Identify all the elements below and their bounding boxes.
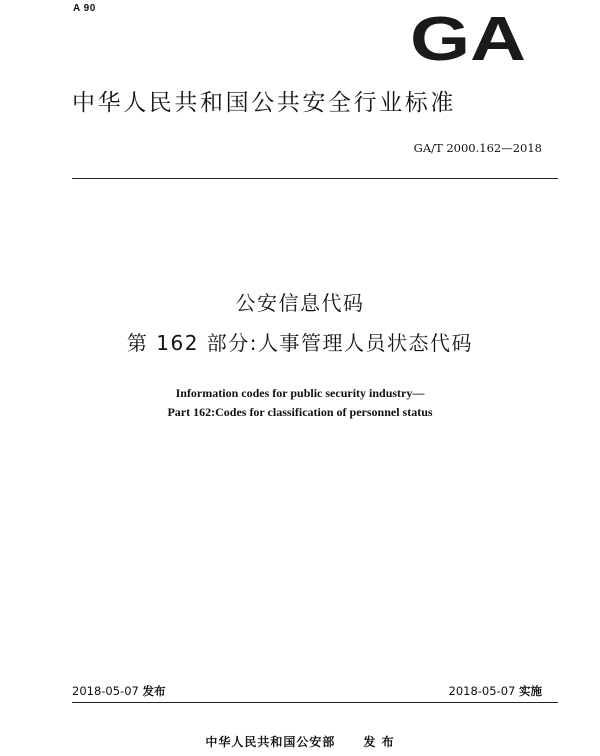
issue-date xyxy=(72,683,166,699)
publisher-line xyxy=(0,733,600,750)
impl-date-value: 2018-05-07 xyxy=(448,684,516,698)
publish-label: 发 布 xyxy=(363,735,395,749)
ga-logo xyxy=(408,4,528,64)
publisher-name: 中华人民共和国公安部 xyxy=(205,735,336,749)
bottom-divider xyxy=(72,702,558,703)
impl-label: 实施 xyxy=(519,684,542,698)
top-divider xyxy=(72,178,558,179)
issue-label: 发布 xyxy=(142,684,166,698)
en-title-line-1: Information codes for public security industry— xyxy=(175,386,425,400)
org-title: 中华人民共和国公共安全行业标准 xyxy=(72,90,456,116)
ga-logo-text: GA xyxy=(410,5,526,64)
standard-number: GA/T 2000.162—2018 xyxy=(413,141,542,155)
implementation-date xyxy=(449,683,543,699)
en-title-line-2: Part 162:Codes for classification of personnel status xyxy=(167,405,433,419)
issue-date-value: 2018-05-07 xyxy=(72,684,139,698)
cn-title-line-2: 第 162 部分:人事管理人员状态代码 xyxy=(126,331,474,355)
cn-title-line-1: 公安信息代码 xyxy=(235,291,365,315)
classification-code: A 90 xyxy=(73,3,96,14)
